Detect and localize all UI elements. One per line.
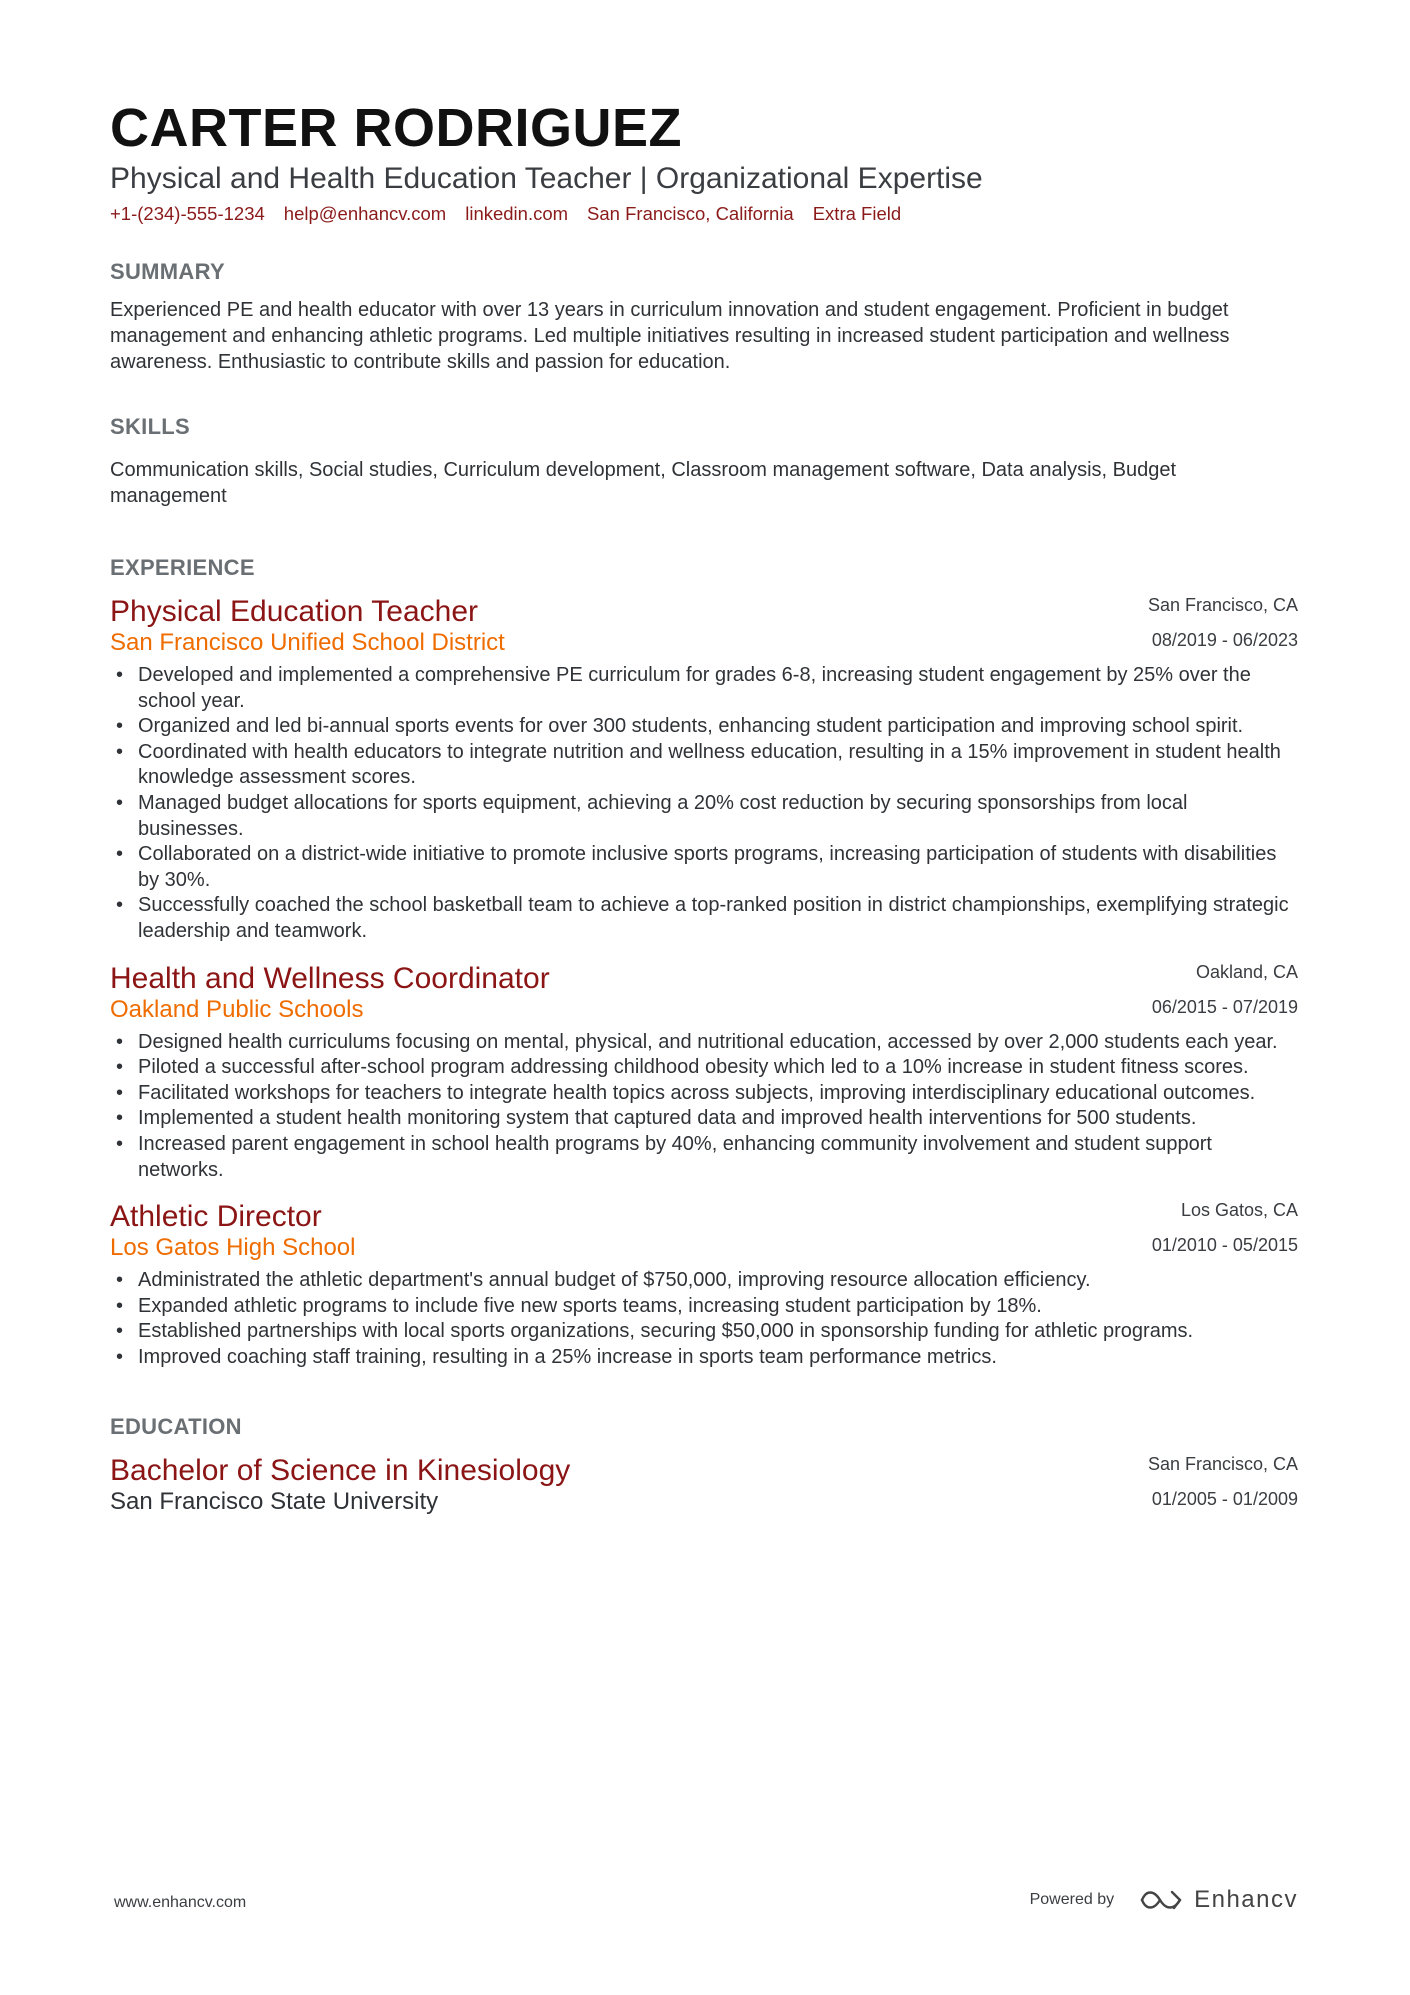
job-role: Athletic Director (110, 1200, 322, 1234)
bullet-item: • Implemented a student health monitoring system that captured data and improved health interventions for 500 students. (110, 1106, 1298, 1132)
candidate-title: Physical and Health Education Teacher | Organizational Expertise (110, 162, 983, 195)
bullet-item: • Established partnerships with local sports organizations, securing $50,000 in sponsorship funding for athletic programs. (110, 1319, 1298, 1345)
bullet-item: • Developed and implemented a comprehensive PE curriculum for grades 6-8, increasing student engagement by 25% over the school year. (110, 663, 1298, 714)
bullet-item: • Improved coaching staff training, resulting in a 25% increase in sports team performance metrics. (110, 1345, 1298, 1371)
education-school: San Francisco State University (110, 1488, 439, 1516)
education-location: San Francisco, CA (1147, 1454, 1298, 1475)
bullet-item: • Designed health curriculums focusing on mental, physical, and nutritional education, accessed by over 2,000 students each year. (110, 1030, 1298, 1056)
experience-entry (110, 594, 1298, 945)
enhancv-logo-icon (1140, 1888, 1184, 1912)
contact-phone[interactable]: +1-(234)-555-1234 (110, 203, 265, 224)
bullet-item: • Piloted a successful after-school program addressing childhood obesity which led to a 10% increase in student fitness scores. (110, 1055, 1298, 1081)
bullet-item: • Facilitated workshops for teachers to integrate health topics across subjects, improving interdisciplinary educational outcomes. (110, 1081, 1298, 1107)
bullet-item: • Increased parent engagement in school health programs by 40%, enhancing community involvement and student support networks. (110, 1132, 1298, 1183)
job-role: Physical Education Teacher (110, 595, 478, 628)
footer-url[interactable]: www.enhancv.com (114, 1894, 247, 1911)
enhancv-brand-name: Enhancv (1194, 1886, 1298, 1913)
bullet-item: • Coordinated with health educators to integrate nutrition and wellness education, resulting in a 15% improvement in student health knowledge assessment scores. (110, 740, 1298, 791)
job-organization: San Francisco Unified School District (110, 629, 505, 656)
job-location: Oakland, CA (1195, 961, 1298, 982)
job-bullets (110, 1030, 1298, 1184)
education-degree: Bachelor of Science in Kinesiology (110, 1454, 571, 1488)
experience-entry (110, 1199, 1298, 1370)
powered-by[interactable] (1030, 1886, 1298, 1914)
job-role: Health and Wellness Coordinator (110, 961, 550, 995)
skills-heading: SKILLS (110, 414, 191, 439)
contact-location: San Francisco, California (587, 203, 794, 224)
resume-header (110, 96, 1298, 227)
powered-by-label: Powered by (1029, 1891, 1115, 1908)
bullet-item: • Organized and led bi-annual sports events for over 300 students, enhancing student participation and improving school spirit. (110, 714, 1298, 740)
job-dates: 08/2019 - 06/2023 (1151, 630, 1298, 650)
job-meta (1152, 961, 1298, 1018)
job-dates: 01/2010 - 05/2015 (1151, 1235, 1298, 1256)
job-dates: 06/2015 - 07/2019 (1151, 996, 1298, 1017)
bullet-item: • Administrated the athletic department's annual budget of $750,000, improving resource allocation efficiency. (110, 1268, 1298, 1294)
experience-heading: EXPERIENCE (110, 555, 255, 580)
job-meta (1152, 1199, 1298, 1256)
job-bullets (110, 663, 1298, 945)
education-entry (110, 1453, 1298, 1517)
job-location: San Francisco, CA (1147, 595, 1298, 615)
skills-text: Communication skills, Social studies, Curriculum development, Classroom management software, Data analysis, Budget management (110, 459, 1177, 507)
bullet-item: • Successfully coached the school basketball team to achieve a top-ranked position in district championships, exemplifying strategic leadership and teamwork. (110, 893, 1298, 944)
experience-entry (110, 961, 1298, 1184)
contact-linkedin[interactable]: linkedin.com (465, 203, 569, 224)
page-footer (114, 1886, 1298, 1916)
job-organization: Oakland Public Schools (110, 995, 364, 1023)
bullet-item: • Collaborated on a district-wide initiative to promote inclusive sports programs, increasing participation of students with disabilities by 30%. (110, 842, 1298, 893)
bullet-item: • Expanded athletic programs to include five new sports teams, increasing student participation by 18%. (110, 1294, 1298, 1320)
job-bullets (110, 1268, 1298, 1370)
contact-list (110, 201, 1298, 227)
job-organization: Los Gatos High School (110, 1234, 356, 1262)
contact-extra: Extra Field (812, 203, 902, 224)
summary-text: Experienced PE and health educator with over 13 years in curriculum innovation and student engagement. Proficient in budget management and enhancing athletic programs. Led multiple initiatives resulting in increased student participation and wellness awareness. Enthusiastic to contribute skills and passion for education. (110, 299, 1230, 373)
job-location: Los Gatos, CA (1180, 1200, 1298, 1221)
education-heading: EDUCATION (110, 1414, 242, 1440)
education-meta (1148, 1453, 1298, 1510)
summary-heading: SUMMARY (110, 259, 225, 284)
job-meta (1148, 594, 1298, 651)
contact-email[interactable]: help@enhancv.com (283, 203, 447, 224)
bullet-item: • Managed budget allocations for sports equipment, achieving a 20% cost reduction by securing sponsorships from local businesses. (110, 791, 1298, 842)
education-dates: 01/2005 - 01/2009 (1151, 1489, 1298, 1510)
candidate-name: CARTER RODRIGUEZ (110, 98, 682, 158)
